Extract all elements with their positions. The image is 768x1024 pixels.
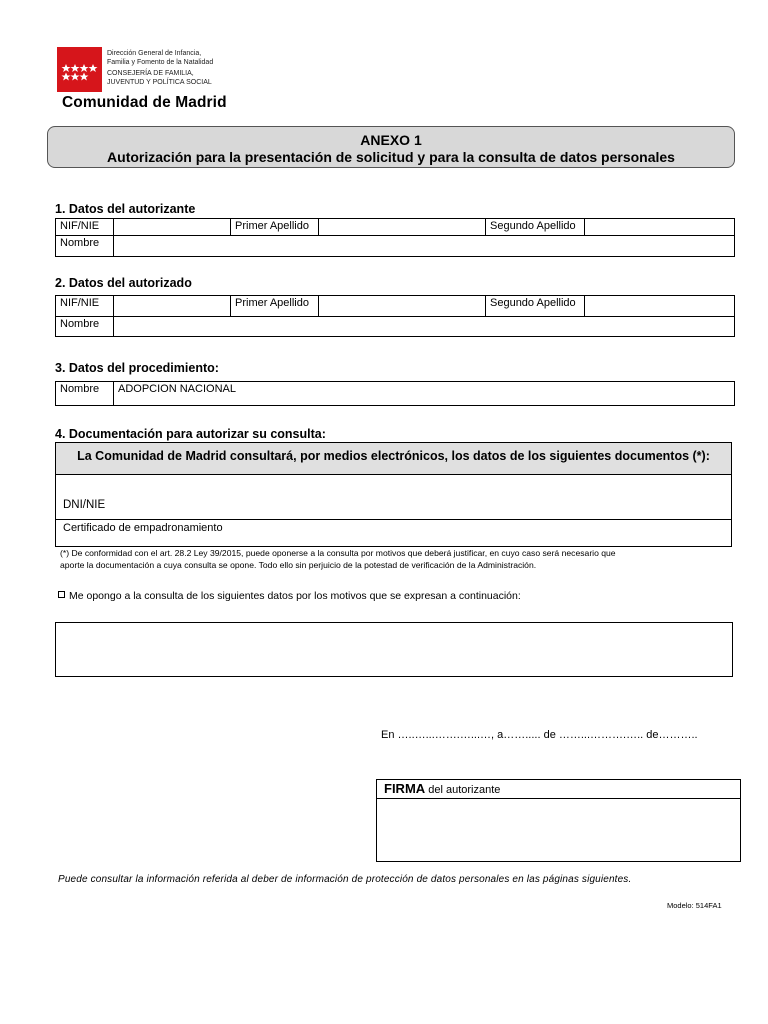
institution-line: Familia y Fomento de la Natalidad: [107, 58, 214, 66]
oppose-label: Me opongo a la consulta de los siguientes datos por los motivos que se expresan a continuación:: [69, 590, 521, 602]
first-surname-label: Primer Apellido: [231, 219, 319, 236]
signature-subtitle: del autorizante: [425, 784, 501, 796]
legal-note-line1: (*) De conformidad con el art. 28.2 Ley 39/2015, puede oponerse a la consulta por motivos que deberá justificar, en cuyo caso será necesario que: [60, 548, 616, 558]
data-protection-info: Puede consultar la información referida al deber de información de protección de datos personales en las páginas siguientes.: [58, 874, 632, 885]
place-date-line: En …..…...…….…...…, a……..... de ……...……….….. de………..: [381, 729, 698, 741]
annex-title: ANEXO 1: [360, 132, 422, 148]
brand-name: Comunidad de Madrid: [62, 94, 227, 111]
opposition-reasons-field[interactable]: [55, 622, 733, 677]
logo-background: [57, 47, 102, 92]
section4-heading: 4. Documentación para autorizar su consulta:: [55, 427, 326, 441]
document-divider: [56, 519, 731, 520]
procedure-table: [55, 381, 735, 406]
institution-line: Dirección General de Infancia,: [107, 50, 202, 57]
name-label: Nombre: [56, 236, 114, 257]
institution-directorate: [107, 50, 213, 67]
annex-subtitle: Autorización para la presentación de solicitud y para la consulta de datos personales: [107, 149, 675, 165]
section2-heading: 2. Datos del autorizado: [55, 276, 192, 290]
second-surname-label: Segundo Apellido: [486, 219, 585, 236]
second-surname-label: Segundo Apellido: [486, 296, 585, 317]
documents-box: [55, 442, 732, 547]
second-surname-field[interactable]: [585, 296, 735, 317]
section3-heading: 3. Datos del procedimiento:: [55, 361, 219, 375]
nif-label: NIF/NIE: [56, 219, 114, 236]
section1-heading: 1. Datos del autorizante: [55, 202, 196, 216]
authorizer-table: [55, 218, 735, 257]
authorized-table: [55, 295, 735, 337]
model-code: Modelo: 514FA1: [667, 901, 722, 910]
institution-ministry: [107, 70, 212, 87]
institution-line: CONSEJERÍA DE FAMILIA,: [107, 70, 194, 77]
signature-title: FIRMA: [384, 781, 426, 796]
nif-field[interactable]: [114, 296, 231, 317]
documents-box-header: La Comunidad de Madrid consultará, por medios electrónicos, los datos de los siguientes documentos (*):: [56, 443, 731, 475]
name-field[interactable]: [114, 236, 735, 257]
document-item-dni: DNI/NIE: [63, 499, 106, 511]
signature-box[interactable]: [376, 779, 741, 862]
first-surname-label: Primer Apellido: [231, 296, 319, 317]
oppose-option[interactable]: [58, 590, 521, 602]
first-surname-field[interactable]: [319, 219, 486, 236]
procedure-name-label: Nombre: [56, 382, 114, 406]
institution-line: JUVENTUD Y POLÍTICA SOCIAL: [107, 78, 212, 86]
name-label: Nombre: [56, 317, 114, 337]
nif-field[interactable]: [114, 219, 231, 236]
title-box: [47, 126, 735, 168]
document-item-empadronamiento: Certificado de empadronamiento: [63, 522, 223, 534]
oppose-checkbox[interactable]: [58, 591, 65, 598]
comunidad-madrid-logo: [57, 47, 102, 92]
first-surname-field[interactable]: [319, 296, 486, 317]
signature-header: [377, 780, 740, 799]
name-field[interactable]: [114, 317, 735, 337]
legal-note-line2: aporte la documentación a cuya consulta se opone. Todo ello sin perjuicio de la potestad de verificación de la Administración.: [60, 560, 537, 570]
second-surname-field[interactable]: [585, 219, 735, 236]
nif-label: NIF/NIE: [56, 296, 114, 317]
procedure-name-value: ADOPCION NACIONAL: [114, 382, 735, 406]
